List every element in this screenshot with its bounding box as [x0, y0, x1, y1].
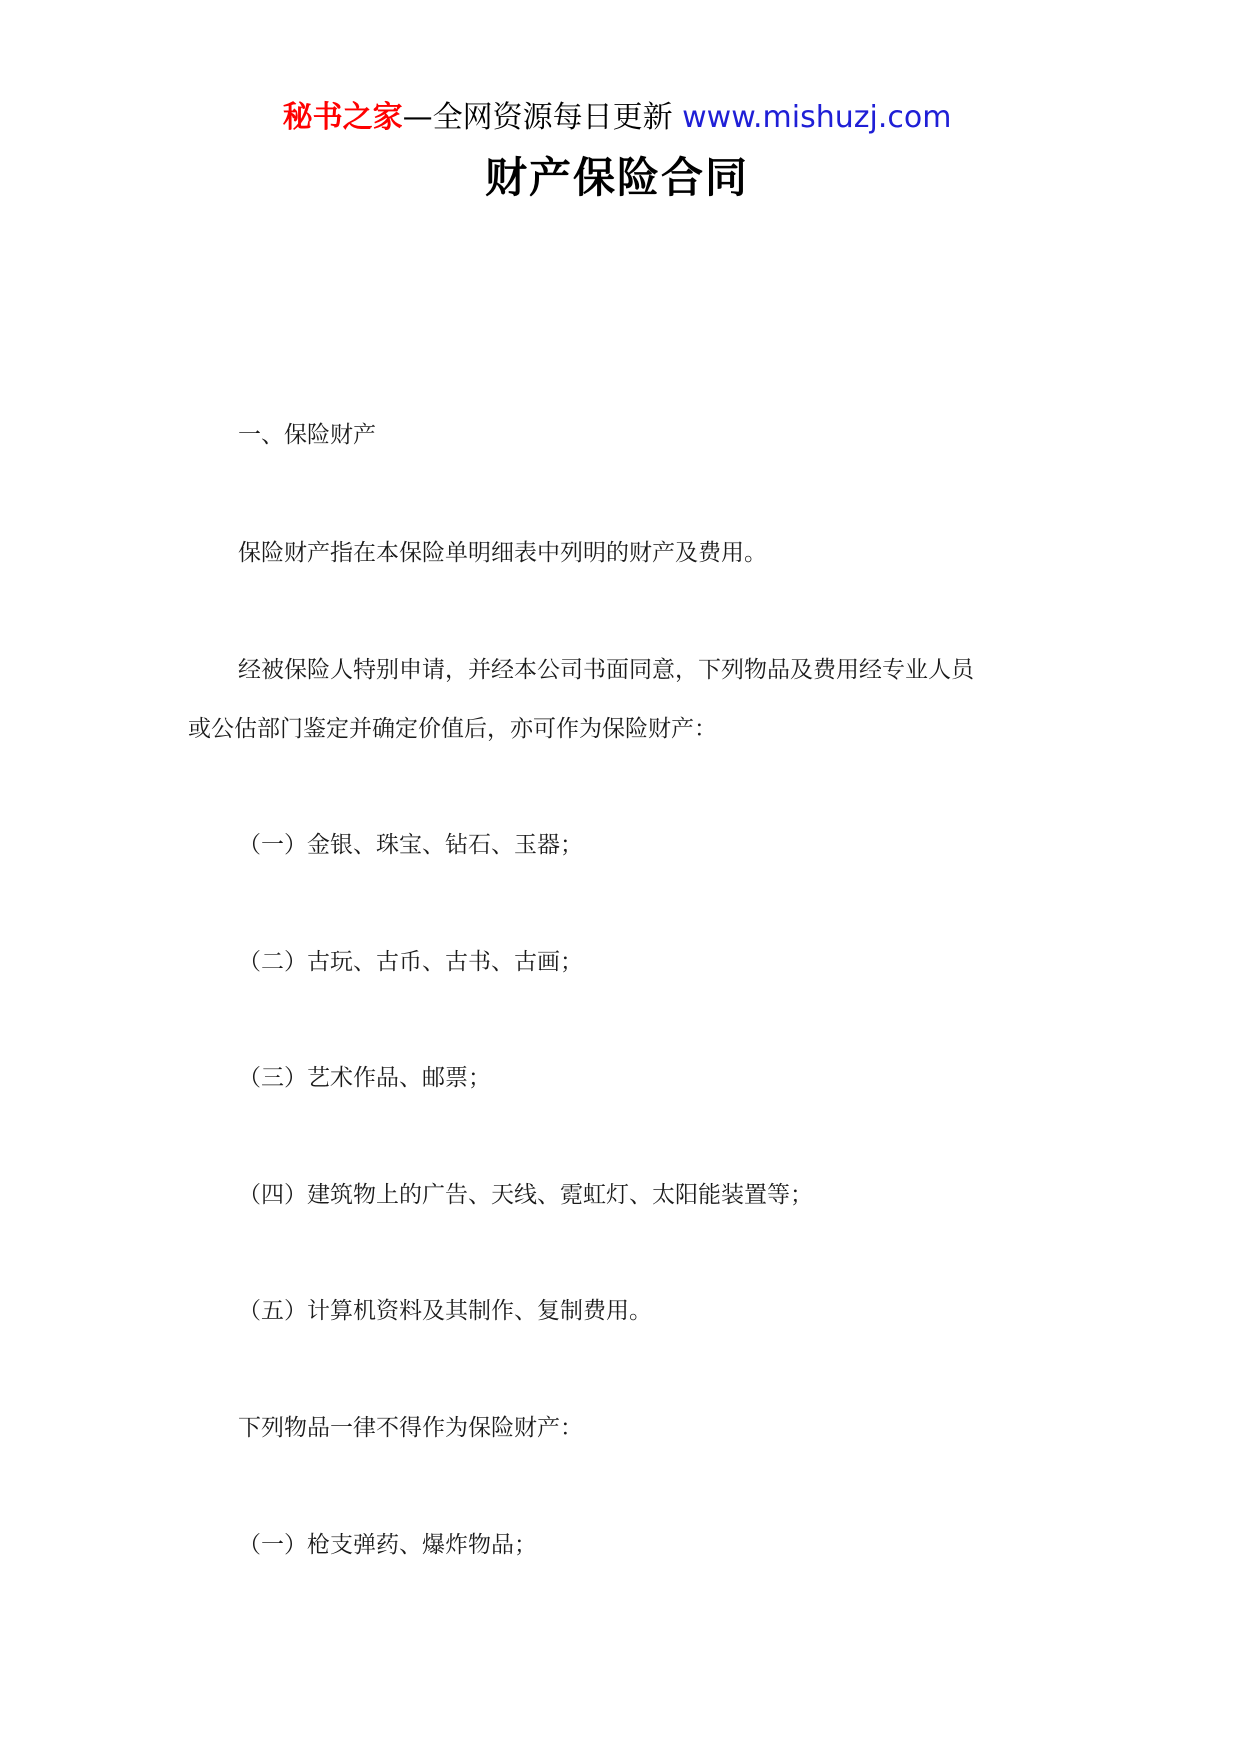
list-item: （二）古玩、古币、古书、古画；	[238, 949, 583, 975]
list-item: （四）建筑物上的广告、天线、霓虹灯、太阳能装置等；	[238, 1182, 813, 1208]
paragraph: 下列物品一律不得作为保险财产：	[238, 1415, 583, 1441]
section-heading: 一、保险财产	[238, 422, 376, 448]
list-item: （三）艺术作品、邮票；	[238, 1065, 491, 1091]
site-url: www.mishuzj.com	[682, 100, 952, 135]
list-item: （一）枪支弹药、爆炸物品；	[238, 1532, 537, 1558]
list-item: （一）金银、珠宝、钻石、玉器；	[238, 832, 583, 858]
paragraph-line: 或公估部门鉴定并确定价值后，亦可作为保险财产：	[188, 716, 717, 742]
list-item: （五）计算机资料及其制作、复制费用。	[238, 1298, 652, 1324]
site-tagline: —全网资源每日更新	[402, 100, 673, 135]
document-title: 财产保险合同	[484, 153, 749, 202]
paragraph-line: 经被保险人特别申请，并经本公司书面同意，下列物品及费用经专业人员	[238, 657, 974, 683]
paragraph: 保险财产指在本保险单明细表中列明的财产及费用。	[238, 540, 767, 566]
site-header	[0, 98, 1234, 138]
site-brand: 秘书之家	[282, 100, 403, 135]
